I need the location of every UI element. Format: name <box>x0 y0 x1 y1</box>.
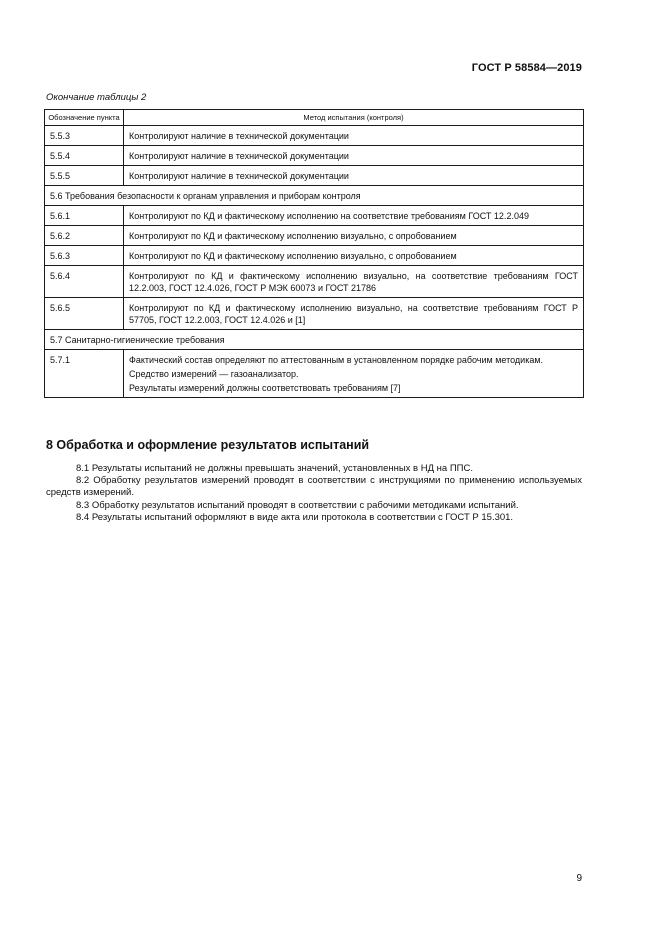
method-cell <box>124 166 584 186</box>
clause-number: 5.5.3 <box>45 126 124 146</box>
clause-number: 5.6.3 <box>45 246 124 266</box>
method-text: Контролируют по КД и фактическому исполнению на соответствие требованиям ГОСТ 12.2.049 <box>129 211 529 221</box>
method-text: Контролируют по КД и фактическому исполнению визуально, на соответствие требованиям ГОСТ Р 57705, ГОСТ 12.2.003, ГОСТ 12.4.026 и [1] <box>129 303 578 325</box>
table-row <box>45 246 584 266</box>
clause-number: 5.6.1 <box>45 206 124 226</box>
paragraph-8-2: 8.2 Обработку результатов измерений проводят в соответствии с инструкциями по применению используемых средств измерений. <box>46 475 582 499</box>
section-8-heading: 8 Обработка и оформление результатов испытаний <box>46 438 370 452</box>
clause-number: 5.6.2 <box>45 226 124 246</box>
method-cell <box>124 206 584 226</box>
clause-number: 5.6.5 <box>45 298 124 330</box>
method-text: Контролируют наличие в технической документации <box>129 171 349 181</box>
page-number: 9 <box>576 873 582 884</box>
method-cell <box>124 298 584 330</box>
method-cell <box>124 226 584 246</box>
clause-number: 5.5.5 <box>45 166 124 186</box>
clause-number: 5.5.4 <box>45 146 124 166</box>
method-text: Контролируют по КД и фактическому исполнению визуально, на соответствие требованиям ГОСТ 12.2.003, ГОСТ 12.4.026, ГОСТ Р МЭК 60073 и ГОСТ 21786 <box>129 271 578 293</box>
method-text: Результаты измерений должны соответствовать требованиям [7] <box>129 383 401 393</box>
method-text: Фактический состав определяют по аттестованным в установленном порядке рабочим методикам. <box>129 355 544 365</box>
paragraph-8-3: 8.3 Обработку результатов испытаний проводят в соответствии с рабочими методиками испытаний. <box>76 499 519 511</box>
paragraph-8-1: 8.1 Результаты испытаний не должны превышать значений, установленных в НД на ППС. <box>76 463 474 474</box>
table-caption: Окончание таблицы 2 <box>46 92 147 103</box>
method-text: Контролируют наличие в технической документации <box>129 151 349 161</box>
method-cell <box>124 266 584 298</box>
paragraph-8-4: 8.4 Результаты испытаний оформляют в виде акта или протокола в соответствии с ГОСТ Р 15.301. <box>76 511 514 523</box>
section-title: 5.7 Санитарно-гигиенические требования <box>45 330 584 350</box>
section-8-body <box>46 463 582 524</box>
col-header-method: Метод испытания (контроля) <box>124 110 584 126</box>
method-text: Контролируют по КД и фактическому исполнению визуально, с опробованием <box>129 231 457 241</box>
table-row <box>45 298 584 330</box>
table-header-row <box>45 110 584 126</box>
method-cell <box>124 246 584 266</box>
table-section-row <box>45 330 584 350</box>
clause-number: 5.7.1 <box>45 350 124 398</box>
method-cell <box>124 350 584 398</box>
method-text: Контролируют по КД и фактическому исполнению визуально, с опробованием <box>129 251 457 261</box>
table-row <box>45 350 584 398</box>
table-row <box>45 126 584 146</box>
clause-number: 5.6.4 <box>45 266 124 298</box>
section-title: 5.6 Требования безопасности к органам управления и приборам контроля <box>45 186 584 206</box>
method-cell <box>124 146 584 166</box>
table-row <box>45 226 584 246</box>
method-text: Средство измерений — газоанализатор. <box>129 369 299 379</box>
method-cell <box>124 126 584 146</box>
method-text: Контролируют наличие в технической документации <box>129 131 349 141</box>
test-methods-table <box>44 109 584 398</box>
document-code: ГОСТ Р 58584—2019 <box>471 62 582 74</box>
table-row <box>45 146 584 166</box>
table-section-row <box>45 186 584 206</box>
table-row <box>45 266 584 298</box>
table-row <box>45 166 584 186</box>
col-header-clause: Обозначение пункта <box>45 110 124 126</box>
table-row <box>45 206 584 226</box>
